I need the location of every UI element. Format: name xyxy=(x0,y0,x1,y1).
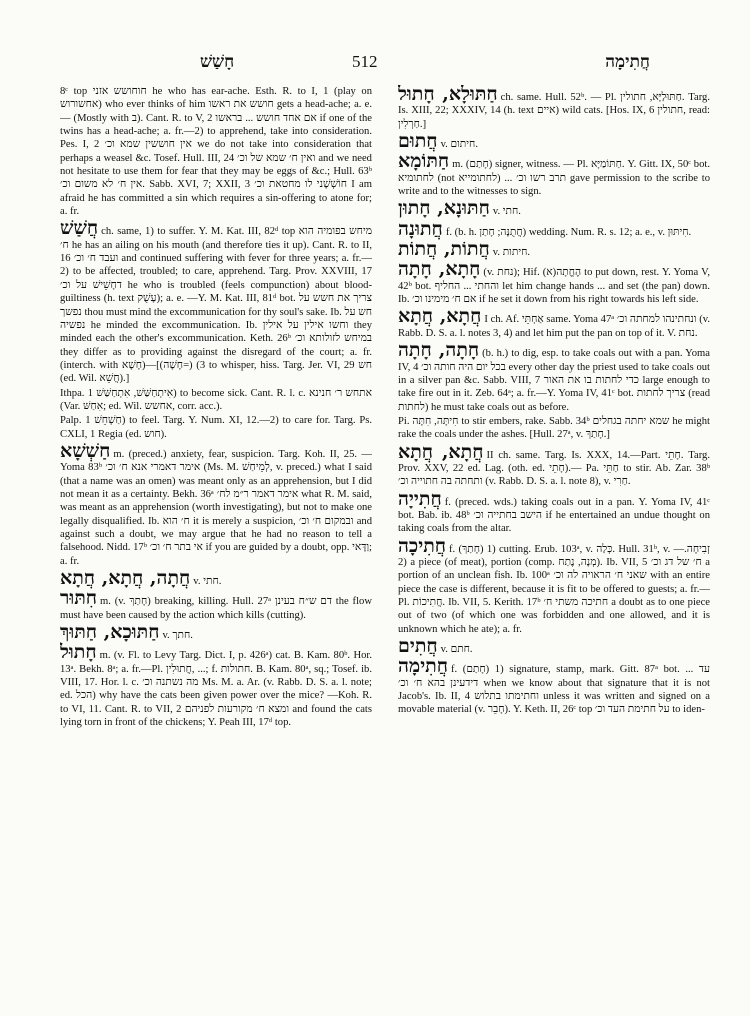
left-column xyxy=(60,85,372,1000)
dictionary-entry xyxy=(398,85,710,131)
dictionary-entry xyxy=(398,657,710,716)
entry-headword: חֲתָא, חֲתָא xyxy=(398,305,482,328)
dictionary-entry xyxy=(398,534,710,636)
entry-text: 8ᶜ top חוחושש אזני he who has ear-ache. Esth. R. to I, 1 (play on אחשורוש) who ever thinks of him חושש את ראשו gets a head-ache; a. e. — (Mostly with ב). Cant. R. to V, 2 אם אחד חושש ... בראשו if one of the twins has a head-ache; a. fr.—2) to apprehend, take into consideration. Pes. I, 2 אין חוששין שמא וכ׳ we do not take into consideration that perhaps a weasel &c. Tosef. Hull. III, 24 ואין ח׳ שמא של וכ׳ and we need not hesitate to use them for fear that they may be eggs of &c.; Hull. 63ᵇ אין ח׳ לא משום וכ׳. Sabb. XVI, 7; XXII, 3 חוֹשְׁשָׁני לו מחטאת וכ׳ I am afraid he has committed a sin which requires a sin-offering to atone for; a. fr. xyxy=(60,86,372,218)
dictionary-entry xyxy=(60,589,372,622)
dictionary-entry xyxy=(60,569,372,588)
entry-text: f. (חָתַךְ) 1) cutting. Erub. 103ᵃ, v. כְּלַה. Hull. 31ᵇ, v. זְבִיחָה.—2) a piece (of meat), portion (comp. מְנָה, נֶתַח). Ib. VII, 5 ח׳ של דג וכ׳ a portion of an unclean fish. Ib. 100ᵃ שאני ח׳ הראויה לה וכ׳ with an entire piece the case is different, because it is fit to be offered to guests; a. fr.—Pl. חֲתִיכוֹת. Ib. VII, 5. Kerith. 17ᵇ חתיכה משתי ח׳ a doubt as to one piece out of two (of which one was forbidden and one allowed, and it is unknown which he ate); a. fr. xyxy=(398,543,710,635)
entry-headword: חִתּוּר xyxy=(60,587,98,610)
header-right-word: חֲתִימָה xyxy=(605,52,650,71)
header-left-word: חָשַׁשׁ xyxy=(200,52,235,71)
entry-headword: חַתּוֹמָא xyxy=(398,150,450,173)
dictionary-entry xyxy=(398,152,710,198)
entry-text: Palp. חַשְׁחֵשׁ 1) to feel. Targ. Y. Num. XI, 12.—2) to care for. Targ. Ps. CXLI, 1 Regia (ed. חוש). xyxy=(60,415,372,440)
entry-text: II ch. same. Targ. Is. XXX, 14.—Part. חָתֵי. Targ. Prov. XXV, 22 ed. Lag. (oth. ed. חָתֵי).— Pa. חַתֵּי to stir. Ab. Zar. 38ᵇ ותחתה בה חתוייה וכ׳ (v. Rabb. D. S. a. l. note 8), v. חַרִי. xyxy=(398,449,710,488)
entry-text: f. (preced. wds.) taking coals out in a pan. Y. Yoma IV, 41ᶜ bot. Bab. ib. 48ᵇ הישב בחתייה וכ׳ if he entertained an undue thought on taking coals from the altar. xyxy=(398,496,710,535)
dictionary-entry xyxy=(398,637,710,656)
entry-text: v. חתי. xyxy=(193,576,222,588)
entry-text: m. (v. Fl. to Levy Targ. Dict. I, p. 426ᵃ) cat. B. Kam. 80ᵇ. Hor. 13ᵃ. Bekh. 8ᵃ; a. fr.—Pl. חֲתוּלִין, ...; f. חתולות. B. Kam. 80ᵃ, sq.; Tosef. ib. VIII, 17. Hor. l. c. מה נשתנה וכ׳ Ms. M. a. Ar. (v. Rabb. D. S. a. l. note; ed. הכל) why have the cats been given power over the mice? —Koh. R. to VI, 11. Cant. R. to VII, 2 ומצא ח׳ מקורעות לפניהם and found the cats lying torn in front of the chickens; Y. Peah III, 17ᵈ top. xyxy=(60,650,372,729)
entry-text: Pi. חִיתָּה, חִתָּה to stir embers, rake. Sabb. 34ᵇ שמא יחתה בגחלים he might rake the coals under the ashes. [Hull. 27ᵃ, v. חָתַךְ.] xyxy=(398,415,710,441)
entry-headword: חֲתִים xyxy=(398,635,438,658)
entry-headword: חֲתוּם xyxy=(398,130,438,153)
entry-text: v. חיתות. xyxy=(492,247,531,259)
entry-text: f. (b. h. חֲתֻנָּה; חָתַן) wedding. Num. R. s. 12; a. e., v. חִיתּוּן. xyxy=(445,226,692,238)
entry-text: m. (v. חָתַךְ) breaking, killing. Hull. 27ᵃ דם ש״ח בעינן the flow must have been caused by the action which kills (cutting). xyxy=(60,596,372,621)
entry-headword: חַתּוּנָא, חָתוּן xyxy=(398,197,490,220)
entry-headword: חֲתָה, חֲתָא, חֲתָא xyxy=(60,567,191,590)
dictionary-entry xyxy=(398,487,710,536)
dictionary-entry xyxy=(398,341,710,414)
dictionary-entry xyxy=(60,439,372,568)
entry-text: f. (חָתַם) 1) signature, stamp, mark. Gitt. 87ᵃ bot. עד ... דידעינן בהא ח׳ וכ׳ when we know about that signature that it is not Jacob's. Ib. II, 4 וחתימתו בתלוש unless it was written and signed on a movable material (v. חָבֵר). Y. Keth. II, 26ᶜ top על חתימת העד וכ׳ to iden- xyxy=(398,664,710,716)
dictionary-entry xyxy=(398,217,710,240)
entry-headword: חֲתָא, חֲתָא xyxy=(398,440,484,463)
dictionary-entry xyxy=(398,199,710,218)
entry-headword: חַתּוּכָא, חַתּוּךְ xyxy=(60,621,160,644)
entry-text: ch. same, 1) to suffer. Y. M. Kat. III, 82ᵈ top מיחש בפומיה הוא ח׳ he has an ailing on his mouth (and therefore ties it up). Cant. R. to II, 16 ועבד ח׳ וכ׳ and continued suffering with fever for three years; a. fr.—2) to be affected, troubled; to care, apprehend. Targ. Prov. XXVIII, 17 דחָשֵׁישׁ על וכ׳ he who is troubled (feels compunction) about blood-guiltiness (h. text עָשֻׁק); a. e. —Y. M. Kat. III, 81ᵈ bot. צריך את חשש על נפשך thou must mind the excommunication for thy soul's sake. Ib. חש על נפשיה he minded the excommunication. Ib. וחשו אילין על אילין they minded each the other's excommunication. Keth. 26ᵇ במיחש לזולותא וכ׳ they differ as to providing against the disregard of the court; a. fr. (interch. with חָשָׁא)—[3) (=חָשָׁה) to whisper, hiss. Targ. Jer. VI, 29 חש (ed. Wil. חֲשֵׁא).] xyxy=(60,226,372,385)
dictionary-entry xyxy=(60,623,372,642)
entry-text: Ithpa. אִיתְחַשַּׁשׁ, אִתְחַשַּׁשׁ 1) to become sick. Cant. R. l. c. אתחש ר׳ חנינא (Var. אִחַשּׁ; ed. Wil. אחשש, corr. acc.). xyxy=(60,387,372,412)
dictionary-entry xyxy=(398,260,710,306)
entry-headword: חָתוּל xyxy=(60,641,97,664)
entry-text: v. חתם. xyxy=(440,644,473,656)
page-number: 512 xyxy=(352,52,378,71)
entry-text: (v. נחת); Hif. (א)הֶחֱתָה to put down, rest. Y. Yoma V, 42ᵇ bot. והחתי ... החליף let him change hands ... and set (the pan) down. Ib. אם ח׳ מימינו וכ׳ if he set it down from his right towards his left side. xyxy=(398,267,710,306)
entry-headword: חֲתִימָה xyxy=(398,655,449,678)
dictionary-entry xyxy=(60,643,372,729)
entry-text: (b. h.) to dig, esp. to take coals out with a pan. Yoma IV, 4 בכל יום היה חותה וכ׳ every other day the priest used to take coals out in a silver pan &c. Sabb. VIII, 7 כדי לחתות בו את האור large enough to take fire out in it. Zeb. 64ᵃ; a. fr.—Y. Yoma IV, 41ᶜ bot. צריך לחתות (read לחתות) he must take coals out as before. xyxy=(398,348,710,413)
entry-headword: חָתָא, חָתָה xyxy=(398,258,481,281)
dictionary-entry xyxy=(398,307,710,340)
entry-text: v. חיתום. xyxy=(440,139,478,151)
entry-headword: חַתּוּלָא, חָתוּל xyxy=(398,85,498,105)
dictionary-entry xyxy=(60,387,372,414)
running-header xyxy=(80,52,690,78)
dictionary-entry xyxy=(60,219,372,385)
entry-text: ch. same. Hull. 52ᵇ. — Pl. חַתּוּלַיָּא, חתולין. Targ. Is. XIII, 22; XXXIV, 14 (h. text איים) wild cats. [Hos. IX, 6 חתולין, read: חַרְלִין.] xyxy=(398,92,710,130)
entry-headword: חֲתִייָה xyxy=(398,487,442,510)
dictionary-entry xyxy=(398,440,710,489)
dictionary-entry xyxy=(398,240,710,259)
dictionary-entry xyxy=(398,415,710,442)
entry-headword: חֲתִיכָה xyxy=(398,534,447,557)
right-column xyxy=(398,85,710,1000)
entry-headword: חֲתוּנָה xyxy=(398,217,443,240)
entry-text: v. חתך. xyxy=(162,630,193,642)
dictionary-entry xyxy=(398,132,710,151)
entry-text: v. חתי. xyxy=(492,206,521,218)
entry-headword: חֲתוֹת, חֲתוֹת xyxy=(398,238,490,261)
entry-text: m. (preced.) anxiety, fear, suspicion. Targ. Koh. II, 25. —Yoma 83ᵇ אימר דאמרי אנא ח׳ וכ׳ (Ms. M. לְמֵיחַשׁ, v. preced.) what I said (that a name was an omen) was meant only as an apprehension, but I did not mean it as a certainty. Bekh. 36ᵃ אימר דאמר ר״מ לח׳ what R. M. said, was meant as an apprehension (worth investigating), but not to make one legally disqualified. Ib. ח׳ הוא it is merely a suspicion, ובמקום ח׳ וכ׳ and against such a doubt, we may argue that he had no reason to tell a falsehood. Nidd. 17ᵇ אי בתר ח׳ וכ׳ if you are guided by a doubt, opp. וַדָּאי; a. fr. xyxy=(60,448,372,567)
entry-headword: חֲשַׁשׁ xyxy=(60,217,99,240)
dictionary-entry xyxy=(60,414,372,441)
entry-text: I ch. Af. אַחְתֵּי same. Yoma 47ᵃ ונחתינהו למחתה וכ׳ (v. Rabb. D. S. a. l. notes 3, 4) and let him put the pan on top of it. V. נחת. xyxy=(398,314,710,339)
entry-text: m. (חָתַם) signer, witness. — Pl. חַתּוֹמַיָּא. Y. Gitt. IX, 50ᶜ bot. לחתומיא (not לחתומייא) ... תרב רשו וכ׳ gave permission to the scribe to write and to the witnesses to sign. xyxy=(398,159,710,198)
entry-headword: חַשְׁשָׁא xyxy=(60,439,111,462)
dictionary-entry xyxy=(60,85,372,218)
entry-headword: חָתָה, חָתָה xyxy=(398,339,480,362)
